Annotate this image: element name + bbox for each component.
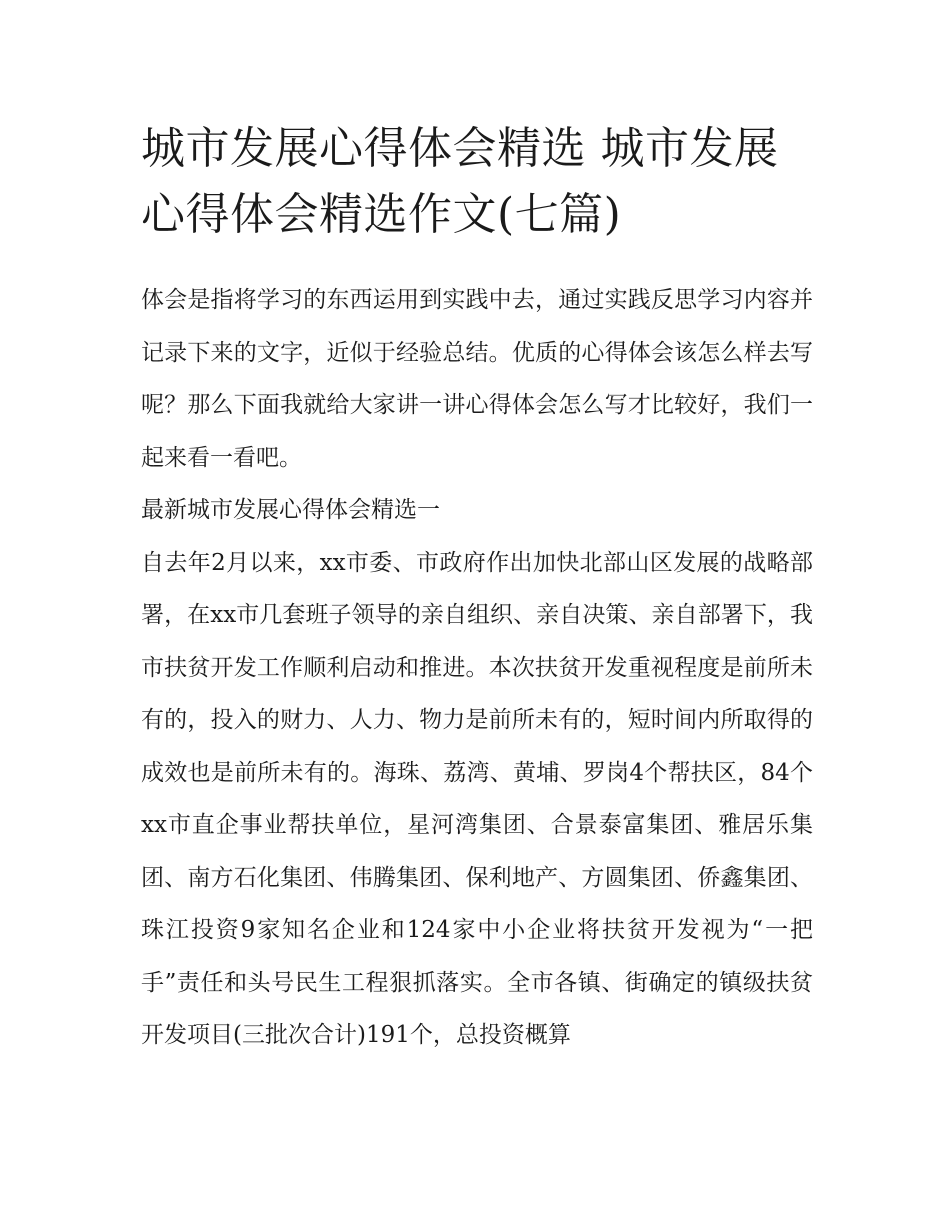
section-heading: 最新城市发展心得体会精选一 <box>141 497 440 523</box>
document-title: 城市发展心得体会精选 城市发展心得体会精选作文(七篇) <box>141 123 779 240</box>
section-paragraph: 自去年2月以来，xx市委、市政府作出加快北部山区发展的战略部署，在xx市几套班子领导的亲自组织、亲自决策、亲自部署下，我市扶贫开发工作顺利启动和推进。本次扶贫开发重视程度是前所未有的，投入的财力、人力、物力是前所未有的，短时间内所取得的成效也是前所未有的。海珠、荔湾、黄埔、罗岗4个帮扶区，84个xx市直企事业帮扶单位，星河湾集团、合景泰富集团、雅居乐集团、南方石化集团、伟腾集团、保利地产、方圆集团、侨鑫集团、珠江投资9家知名企业和124家中小企业将扶贫开发视为“一把手”责任和头号民生工程狠抓落实。全市各镇、街确定的镇级扶贫开发项目(三批次合计)191个，总投资概算 <box>141 549 813 1048</box>
intro-paragraph: 体会是指将学习的东西运用到实践中去，通过实践反思学习内容并记录下来的文字，近似于经验总结。优质的心得体会该怎么样去写呢？那么下面我就给大家讲一讲心得体会怎么写才比较好，我们一起来看一看吧。 <box>141 287 813 471</box>
document-content <box>141 116 813 1062</box>
